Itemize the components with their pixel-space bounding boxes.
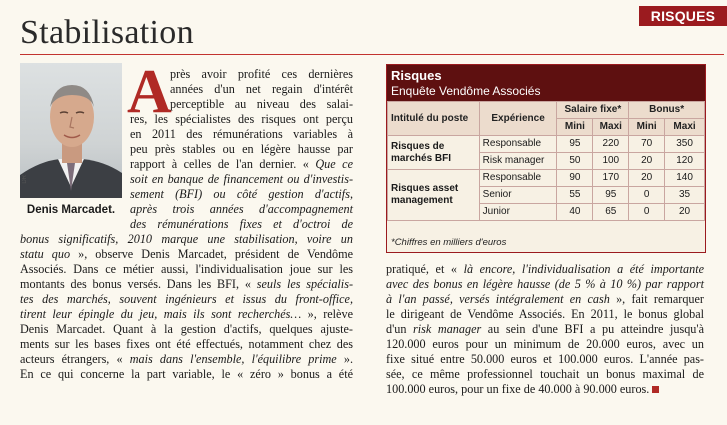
cell-value: 120 <box>665 153 705 170</box>
cell-value: 65 <box>593 204 629 221</box>
body-line: res, les spécialistes des risques ont perçu <box>130 112 353 126</box>
body-line: pratiqué, et « là encore, l'individualisation a été importante <box>386 262 704 276</box>
cell-value: 0 <box>629 187 665 204</box>
table-row <box>388 136 705 153</box>
cell-value: 20 <box>629 153 665 170</box>
body-line: sée, ce même professionnel touchait un bonus maximal de <box>386 367 704 381</box>
cell-value: 50 <box>557 153 593 170</box>
cell-value: 20 <box>665 204 705 221</box>
body-line: bonus significatifs, 2010 marque une stabilisation, voire un <box>20 232 353 246</box>
body-line: sement (BFI) ou côté gestion d'actifs, <box>130 187 353 201</box>
salary-table-box <box>386 64 706 253</box>
cell-value: 40 <box>557 204 593 221</box>
cell-value: 35 <box>665 187 705 204</box>
experience-cell: Risk manager <box>479 153 557 170</box>
body-line: tirent leur épingle du jeu, mais ils sont recherchés… », relève <box>20 307 353 321</box>
cell-value: 100 <box>593 153 629 170</box>
header-salaire: Salaire fixe* <box>557 102 629 119</box>
experience-cell: Responsable <box>479 136 557 153</box>
experience-cell: Senior <box>479 187 557 204</box>
header-mini: Mini <box>629 119 665 136</box>
header-mini: Mini <box>557 119 593 136</box>
cell-value: 140 <box>665 170 705 187</box>
body-line: d'un risk manager au sein d'une BFI a pu atteindre jusqu'à <box>386 322 704 336</box>
body-line: peu près stables ou en légère hausse par <box>130 142 353 156</box>
body-line: 120.000 euros pour un minimum de 20.000 euros, avec un <box>386 337 704 351</box>
body-line: avec des bonus en légère hausse (de 5 % à 10 %) par rapport <box>386 277 704 291</box>
body-line: le dirigeant de Vendôme Associés. En 2011, le bonus global <box>386 307 704 321</box>
table-title: Risques <box>391 68 442 83</box>
body-line: tes des marchés, souvent ingénieurs et issus du front-office, <box>20 292 353 306</box>
body-line: fixe situé entre 50.000 euros et 100.000 euros. L'année pas- <box>386 352 704 366</box>
body-line: ments sur les bases fixes ont été effectués, notamment chez des <box>20 337 353 351</box>
table-header-block <box>387 65 705 101</box>
body-line: près avoir profité ces dernières <box>170 67 353 81</box>
body-line: Associés. Dans ce métier aussi, l'individualisation joue sur les <box>20 262 353 276</box>
body-line: années d'un net regain d'intérêt <box>170 82 353 96</box>
group-label: Risques asset management <box>388 170 480 221</box>
title-divider <box>20 54 724 55</box>
body-line: Denis Marcadet. Quant à la gestion d'actifs, quelques ajuste- <box>20 322 353 336</box>
body-line: soit en banque de financement ou d'investis- <box>130 172 353 186</box>
body-line: rapport à celles de l'an dernier. « Que ce <box>130 157 353 171</box>
table-row <box>388 170 705 187</box>
header-bonus: Bonus* <box>629 102 705 119</box>
group-label: Risques de marchés BFI <box>388 136 480 170</box>
header-maxi: Maxi <box>665 119 705 136</box>
body-line: statu quo », observe Denis Marcadet, président de Vendôme <box>20 247 353 261</box>
experience-cell: Junior <box>479 204 557 221</box>
body-line: des rémunérations fixes et d'octroi de <box>130 217 353 231</box>
body-line: En ce qui concerne la part variable, le « zéro » bonus a été <box>20 367 353 381</box>
header-poste: Intitulé du poste <box>388 102 480 136</box>
experience-cell: Responsable <box>479 170 557 187</box>
body-line: 100.000 euros, pour un fixe de 40.000 à 90.000 euros. <box>386 382 659 397</box>
cell-value: 95 <box>593 187 629 204</box>
body-line: acteurs étrangers, « mais dans l'ensemble, l'équilibre prime ». <box>20 352 353 366</box>
cell-value: 55 <box>557 187 593 204</box>
salary-table <box>387 101 705 221</box>
header-experience: Expérience <box>479 102 557 136</box>
cell-value: 170 <box>593 170 629 187</box>
table-subtitle: Enquête Vendôme Associés <box>391 84 541 98</box>
drop-cap: A <box>127 58 172 126</box>
body-line: perceptible au niveau des salai- <box>170 97 353 111</box>
cell-value: 350 <box>665 136 705 153</box>
cell-value: 95 <box>557 136 593 153</box>
body-line: en 2011 des rémunérations variables à <box>130 127 353 141</box>
body-line: montants des bonus versés. Dans les BFI, « seuls les spécialis- <box>20 277 353 291</box>
portrait-illustration <box>20 63 122 198</box>
end-of-article-icon <box>652 386 659 393</box>
cell-value: 220 <box>593 136 629 153</box>
cell-value: 70 <box>629 136 665 153</box>
photo-credit: DR <box>22 175 28 184</box>
cell-value: 90 <box>557 170 593 187</box>
table-footnote: *Chiffres en milliers d'euros <box>391 237 507 248</box>
body-line: après trois années d'accompagnement <box>130 202 353 216</box>
header-maxi: Maxi <box>593 119 629 136</box>
body-line: à l'an passé, versés intégralement en cash », fait remarquer <box>386 292 704 306</box>
photo-caption: Denis Marcadet. <box>26 204 116 216</box>
section-tag: RISQUES <box>639 6 727 26</box>
portrait-photo <box>20 63 122 198</box>
article-title: Stabilisation <box>20 14 194 51</box>
cell-value: 20 <box>629 170 665 187</box>
cell-value: 0 <box>629 204 665 221</box>
